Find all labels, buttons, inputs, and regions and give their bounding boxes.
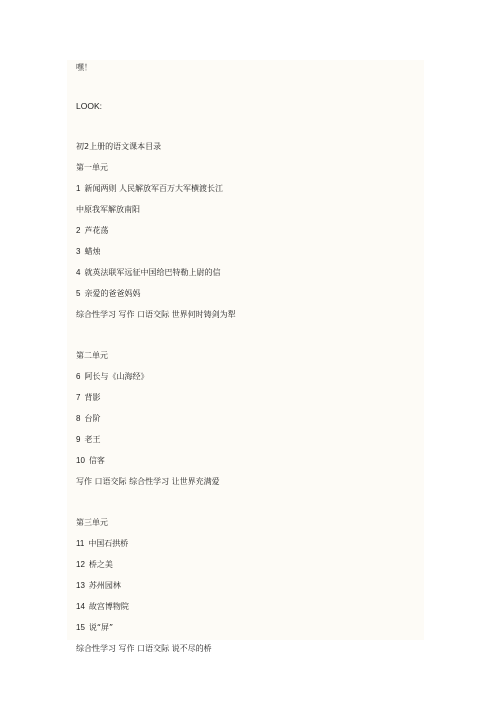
lesson-title: 阿长与《山海经》 bbox=[84, 372, 149, 381]
lesson-title: 芦花荡 bbox=[84, 226, 109, 235]
lesson-title: 台阶 bbox=[84, 414, 101, 423]
unit-activities: 综合性学习 写作 口语交际 说不尽的桥 bbox=[76, 644, 212, 653]
lesson-number: 7 bbox=[76, 393, 81, 402]
lesson-title: 说“屏” bbox=[88, 623, 114, 632]
lesson-item bbox=[76, 268, 220, 278]
lesson-item bbox=[76, 205, 140, 215]
lesson-item bbox=[76, 184, 223, 194]
unit-activities: 综合性学习 写作 口语交际 世界何时铸剑为犁 bbox=[76, 310, 236, 319]
lesson-title: 中国石拱桥 bbox=[88, 539, 129, 548]
lesson-title: 就英法联军远征中国给巴特勒上尉的信 bbox=[84, 268, 221, 277]
lesson-title: 老王 bbox=[84, 435, 101, 444]
lesson-title: 亲爱的爸爸妈妈 bbox=[84, 289, 141, 298]
look-label: LOOK: bbox=[76, 101, 102, 111]
lesson-title: 苏州园林 bbox=[88, 581, 121, 590]
toc-title: 初2上册的语文课本目录 bbox=[76, 142, 162, 151]
unit-heading: 第二单元 bbox=[76, 351, 108, 360]
lesson-number: 12 bbox=[76, 560, 85, 569]
lesson-number: 9 bbox=[76, 435, 81, 444]
lesson-item bbox=[76, 372, 148, 382]
lesson-item bbox=[76, 393, 100, 403]
unit-heading: 第一单元 bbox=[76, 163, 108, 172]
lesson-number: 4 bbox=[76, 268, 81, 277]
lesson-item bbox=[76, 247, 100, 257]
lesson-title: 背影 bbox=[84, 393, 101, 402]
lesson-number: 14 bbox=[76, 602, 85, 611]
lesson-number: 1 bbox=[76, 184, 81, 193]
unit-heading: 第三单元 bbox=[76, 518, 108, 527]
lesson-item bbox=[76, 581, 121, 591]
lesson-number: 13 bbox=[76, 581, 85, 590]
lesson-item bbox=[76, 602, 129, 612]
lesson-number: 8 bbox=[76, 414, 81, 423]
greeting-text: 嘿！ bbox=[76, 63, 92, 72]
lesson-item bbox=[76, 539, 128, 549]
lesson-item bbox=[76, 456, 105, 466]
lesson-title: 信客 bbox=[88, 456, 105, 465]
lesson-number: 10 bbox=[76, 456, 85, 465]
lesson-number: 6 bbox=[76, 372, 81, 381]
lesson-title: 桥之美 bbox=[88, 560, 113, 569]
lesson-item bbox=[76, 414, 100, 424]
lesson-number: 11 bbox=[76, 539, 85, 548]
lesson-number: 2 bbox=[76, 226, 81, 235]
lesson-number: 3 bbox=[76, 247, 81, 256]
unit-activities: 写作 口语交际 综合性学习 让世界充满爱 bbox=[76, 477, 220, 486]
lesson-item bbox=[76, 560, 113, 570]
lesson-item bbox=[76, 289, 140, 299]
lesson-number: 5 bbox=[76, 289, 81, 298]
lesson-item bbox=[76, 435, 100, 445]
lesson-title: 新闻两则 人民解放军百万大军横渡长江 bbox=[84, 184, 223, 193]
lesson-item bbox=[76, 623, 113, 633]
lesson-title: 中原我军解放南阳 bbox=[76, 205, 140, 214]
lesson-item bbox=[76, 226, 108, 236]
lesson-number: 15 bbox=[76, 623, 85, 632]
lesson-title: 故宫博物院 bbox=[88, 602, 129, 611]
lesson-title: 蜡烛 bbox=[84, 247, 101, 256]
